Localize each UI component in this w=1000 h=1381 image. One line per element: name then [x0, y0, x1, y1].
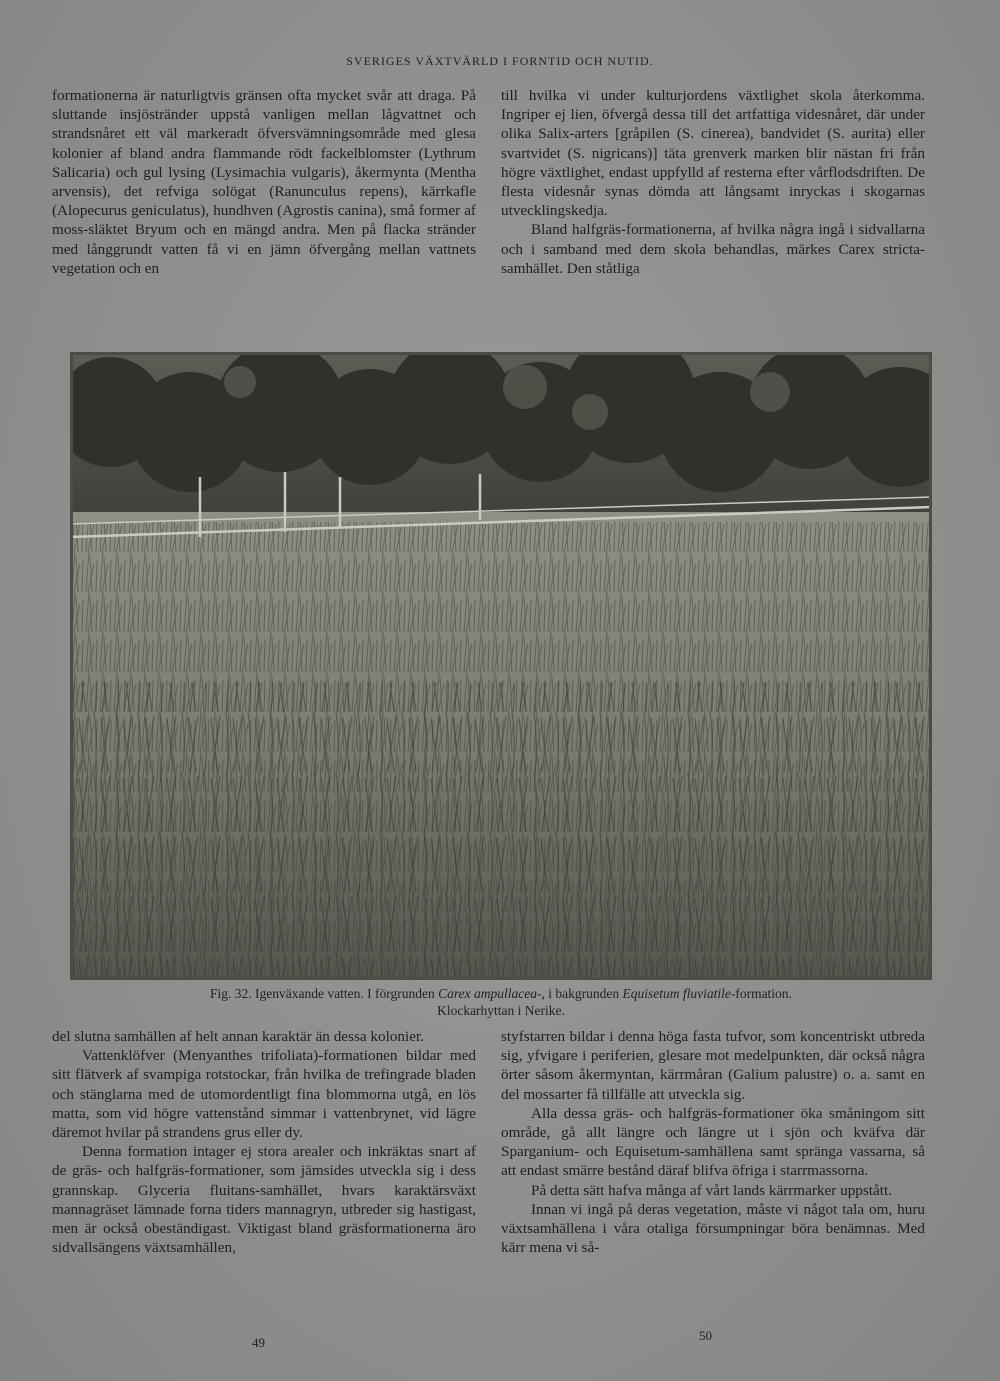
photograph-wetland: [70, 352, 932, 980]
caption-species: Carex ampullacea-: [438, 986, 542, 1001]
grass-texture-foreground: [70, 682, 932, 980]
paragraph: Vattenklöfver (Menyanthes trifoliata)-formationen bildar med sitt flätverk af svampiga rotstockar, från hvilka de trefingrade bladen och stänglarna med de utomordentligt fina blommorna utgå, en lös matta, som vid högre vattenstånd simmar i vattenbrynet, vid lägre däremot hvilar på strandens grus eller dy.: [52, 1047, 476, 1142]
column-bottom-left: [52, 1027, 476, 1257]
running-head: SVERIGES VÄXTVÄRLD I FORNTID OCH NUTID.: [346, 54, 654, 68]
column-top-left: [52, 86, 476, 278]
column-top-right: [501, 86, 925, 278]
paragraph: formationerna är naturligtvis gränsen ofta mycket svår att draga. På sluttande insjöstränder uppstå vanligen mellan lågvattnet och strandsnåret ett väl markeradt öfversvämningsområde med glesa kolonier af bland andra flammande rödt fackelblomster (Lythrum Salicaria) och gul lysing (Lysimachia vulgaris), åkermynta (Mentha arvensis), det refviga solögat (Ranunculus repens), kärrkafle (Alopecurus geniculatus), hundhven (Agrostis canina), små former af moss-släktet Bryum och en mängd andra. Men på flacka stränder med långgrundt vatten få vi en jämn öfvergång mellan vattnets vegetation och en: [52, 87, 476, 277]
page-number-right: 50: [699, 1328, 712, 1343]
paragraph: del slutna samhällen af helt annan karaktär än dessa kolonier.: [52, 1028, 424, 1045]
column-bottom-right: [501, 1027, 925, 1257]
caption-text: , i bakgrunden: [541, 986, 623, 1001]
paragraph: Denna formation intager ej stora arealer och inkräktas snart af de gräs- och halfgräs-formationer, som jämsides utveckla sig i dess grannskap. Glyceria fluitans-samhället, hvars karaktärsväxt mannagräset lämnade forna tiders mannagryn, utbreder sig hastigast, men är också obeständigast. Viktigast bland gräsformationerna äro sidvallsängens växtsamhällen,: [52, 1143, 476, 1257]
figure-caption: [70, 985, 932, 1019]
paragraph: till hvilka vi under kulturjordens växtlighet skola återkomma. Ingriper ej lien, öfvergå dessa till det artfattiga videsnåret, där under olika Salix-arters [gråpilen (S. cinerea), bandvidet (S. aurita) eller svartvidet (S. nigricans)] täta grenverk marken blir nästan fri från högre växtlighet, endast uppfylld af resterna efter vårflodsdriften. De flesta videsnår synas dömda att långsamt inryckas i skogarnas utvecklingskedja.: [501, 87, 925, 220]
paragraph: Innan vi ingå på deras vegetation, måste vi något tala om, huru växtsamhällena i våra otaliga försumpningar böra benämnas. Med kärr mena vi så-: [501, 1200, 925, 1257]
paragraph: Bland halfgräs-formationerna, af hvilka några ingå i sidvallarna och i samband med dem skola behandlas, märkes Carex stricta-samhället. Den ståtliga: [501, 221, 925, 277]
paragraph: På detta sätt hafva många af vårt lands kärrmarker uppstått.: [531, 1181, 892, 1199]
paragraph: Alla dessa gräs- och halfgräs-formationer öka småningom sitt område, gå allt längre och längre ut i sjön och kväfva där Sparganium- och Equisetum-samhällena samt spränga vassarna, så att endast smärre bestånd däraf blifva öfriga i starrmassorna.: [501, 1104, 925, 1180]
caption-text: Fig. 32. Igenväxande vatten. I förgrunden: [210, 986, 439, 1001]
caption-species: Equisetum fluviatile: [622, 986, 731, 1001]
paragraph: styfstarren bildar i denna höga fasta tufvor, som koncentriskt utbreda sig, yfvigare i periferien, glesare mot medelpunkten, där också några örter såsom åkermyntan, kärrmåran (Galium palustre) o. a. samt en del mossarter få tillfälle att utveckla sig.: [501, 1028, 925, 1103]
caption-line-2: Klockarhyttan i Nerike.: [437, 1003, 565, 1018]
caption-text: -formation.: [730, 986, 792, 1001]
caption-line-1: [70, 985, 932, 1002]
page-number-left: 49: [252, 1335, 265, 1350]
